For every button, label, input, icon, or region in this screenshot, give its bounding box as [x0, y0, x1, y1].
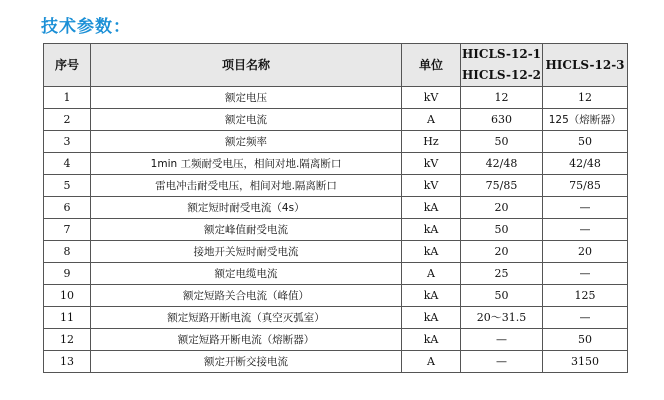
header-no: 序号: [44, 44, 91, 87]
cell-model-b: 75/85: [543, 175, 628, 197]
cell-unit: kA: [402, 219, 461, 241]
cell-model-b: 50: [543, 131, 628, 153]
cell-item: 额定电压: [91, 87, 402, 109]
table-row: [44, 197, 628, 219]
table-row: [44, 153, 628, 175]
cell-no: 9: [44, 263, 91, 285]
cell-no: 6: [44, 197, 91, 219]
table-row: [44, 263, 628, 285]
cell-no: 11: [44, 307, 91, 329]
cell-model-a: 50: [461, 219, 543, 241]
cell-unit: kA: [402, 241, 461, 263]
cell-unit: kA: [402, 285, 461, 307]
header-model-a-line1: HICLS-12-1: [461, 47, 542, 61]
header-model-b: HICLS-12-3: [543, 44, 628, 87]
cell-model-a: —: [461, 329, 543, 351]
cell-no: 5: [44, 175, 91, 197]
spec-table: [43, 43, 628, 373]
cell-item: 额定电流: [91, 109, 402, 131]
cell-item: 雷电冲击耐受电压，相间对地.隔离断口: [91, 175, 402, 197]
table-row: [44, 131, 628, 153]
cell-unit: kA: [402, 329, 461, 351]
cell-unit: A: [402, 351, 461, 373]
cell-item: 额定电缆电流: [91, 263, 402, 285]
cell-model-b: —: [543, 263, 628, 285]
cell-model-a: 20: [461, 197, 543, 219]
cell-unit: kV: [402, 87, 461, 109]
cell-no: 13: [44, 351, 91, 373]
cell-model-a: 20～31.5: [461, 307, 543, 329]
header-row: [44, 44, 628, 87]
cell-no: 4: [44, 153, 91, 175]
cell-item: 额定峰值耐受电流: [91, 219, 402, 241]
cell-item: 接地开关短时耐受电流: [91, 241, 402, 263]
cell-no: 7: [44, 219, 91, 241]
cell-no: 1: [44, 87, 91, 109]
cell-model-b: —: [543, 307, 628, 329]
cell-no: 10: [44, 285, 91, 307]
cell-item: 1min 工频耐受电压，相间对地.隔离断口: [91, 153, 402, 175]
table-row: [44, 219, 628, 241]
cell-item: 额定频率: [91, 131, 402, 153]
table-row: [44, 241, 628, 263]
cell-model-a: 50: [461, 131, 543, 153]
cell-item: 额定短路开断电流（真空灭弧室）: [91, 307, 402, 329]
cell-unit: kA: [402, 197, 461, 219]
cell-model-b: 42/48: [543, 153, 628, 175]
table-row: [44, 329, 628, 351]
cell-unit: kA: [402, 307, 461, 329]
cell-model-b: 20: [543, 241, 628, 263]
cell-model-b: —: [543, 219, 628, 241]
header-item: 项目名称: [91, 44, 402, 87]
cell-model-a: —: [461, 351, 543, 373]
cell-model-b: 125: [543, 285, 628, 307]
cell-unit: A: [402, 109, 461, 131]
header-model-a: [461, 44, 543, 87]
cell-model-b: 50: [543, 329, 628, 351]
cell-unit: kV: [402, 153, 461, 175]
cell-model-a: 75/85: [461, 175, 543, 197]
cell-unit: Hz: [402, 131, 461, 153]
cell-item: 额定开断交接电流: [91, 351, 402, 373]
header-unit: 单位: [402, 44, 461, 87]
cell-model-b: 125（熔断器）: [543, 109, 628, 131]
cell-no: 12: [44, 329, 91, 351]
table-row: [44, 307, 628, 329]
table-row: [44, 109, 628, 131]
cell-item: 额定短路开断电流（熔断器）: [91, 329, 402, 351]
cell-no: 3: [44, 131, 91, 153]
cell-item: 额定短时耐受电流（4s）: [91, 197, 402, 219]
cell-unit: A: [402, 263, 461, 285]
cell-model-a: 12: [461, 87, 543, 109]
header-model-a-line2: HICLS-12-2: [461, 68, 542, 82]
cell-model-b: 12: [543, 87, 628, 109]
cell-model-b: 3150: [543, 351, 628, 373]
cell-model-a: 630: [461, 109, 543, 131]
cell-no: 2: [44, 109, 91, 131]
table-row: [44, 175, 628, 197]
section-title: 技术参数：: [41, 17, 131, 37]
cell-item: 额定短路关合电流（峰值）: [91, 285, 402, 307]
cell-model-a: 50: [461, 285, 543, 307]
cell-model-b: —: [543, 197, 628, 219]
table-row: [44, 351, 628, 373]
cell-model-a: 25: [461, 263, 543, 285]
cell-model-a: 20: [461, 241, 543, 263]
cell-no: 8: [44, 241, 91, 263]
cell-unit: kV: [402, 175, 461, 197]
table-row: [44, 285, 628, 307]
cell-model-a: 42/48: [461, 153, 543, 175]
table-row: [44, 87, 628, 109]
